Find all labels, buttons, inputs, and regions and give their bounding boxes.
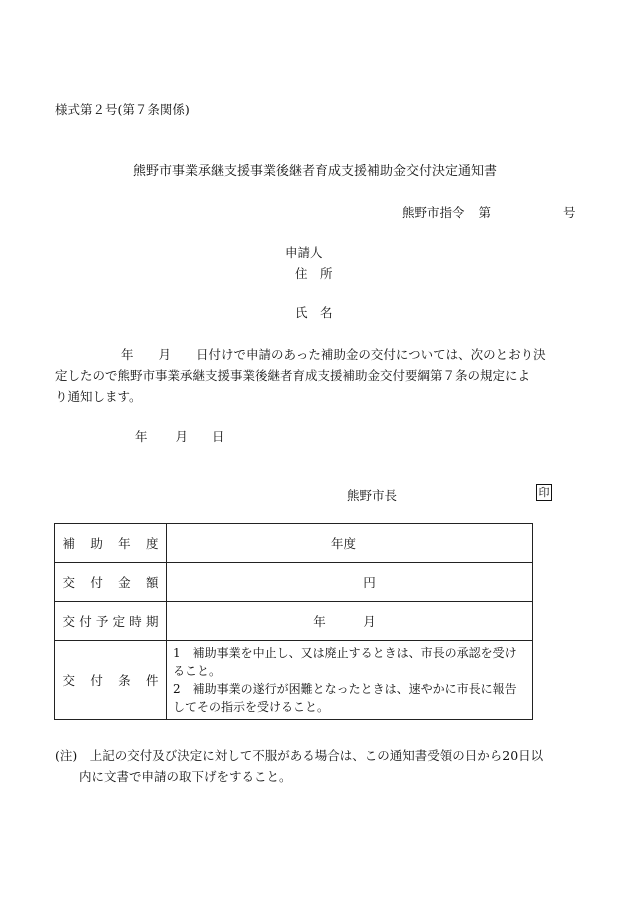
date-month: 月: [175, 429, 189, 444]
table-row: [55, 602, 533, 641]
table-row: [55, 641, 533, 720]
fiscal-year-label: 補助年度: [55, 524, 167, 563]
condition-item-1: 1 補助事業を中止し、又は廃止するときは、市長の承認を受けること。: [173, 646, 517, 678]
applicant-address-label: 住 所: [295, 266, 333, 281]
grant-amount-value: 円: [167, 563, 533, 602]
date-year: 年: [135, 429, 148, 444]
grant-details-table: [54, 523, 533, 720]
notice-date: [135, 427, 225, 445]
table-row: [55, 563, 533, 602]
notice-prefix: 第: [478, 205, 492, 220]
body-line-1: 年 月 日付けで申請のあった補助金の交付については、次のとおり決: [121, 347, 546, 362]
seal-mark: 印: [536, 484, 552, 501]
notice-number: [402, 203, 576, 221]
applicant-name-label: 氏 名: [295, 305, 333, 320]
mayor-title: 熊野市長: [347, 488, 398, 503]
applicant-label: 申請人: [285, 245, 323, 260]
footnote: [55, 745, 580, 787]
document-title: 熊野市事業承継支援事業後継者育成支援補助金交付決定通知書: [132, 164, 497, 179]
conditions-label: 交付条件: [55, 641, 167, 720]
note-line-1: (注) 上記の交付及び決定に対して不服がある場合は、この通知書受領の日から20日以: [55, 748, 544, 763]
notice-suffix: 号: [563, 205, 576, 220]
form-number: 様式第２号(第７条関係): [55, 102, 190, 117]
scheduled-date-label: 交付予定時期: [55, 602, 167, 641]
fiscal-year-value: 年度: [167, 524, 533, 563]
condition-item-2: 2 補助事業の遂行が困難となったときは、速やかに市長に報告してその指示を受けること。: [173, 682, 517, 714]
date-day: 日: [212, 429, 225, 444]
conditions-value: [167, 641, 533, 720]
note-line-2: 内に文書で申請の取下げをすること。: [79, 769, 292, 784]
scheduled-date-value: 年 月: [167, 602, 533, 641]
body-line-2: 定したので熊野市事業承継支援事業後継者育成支援補助金交付要綱第７条の規定によ: [55, 368, 531, 383]
notice-body: [55, 344, 580, 407]
body-line-3: り通知します。: [55, 389, 142, 404]
notice-issuer: 熊野市指令: [402, 205, 465, 220]
table-row: [55, 524, 533, 563]
grant-amount-label: 交付金額: [55, 563, 167, 602]
